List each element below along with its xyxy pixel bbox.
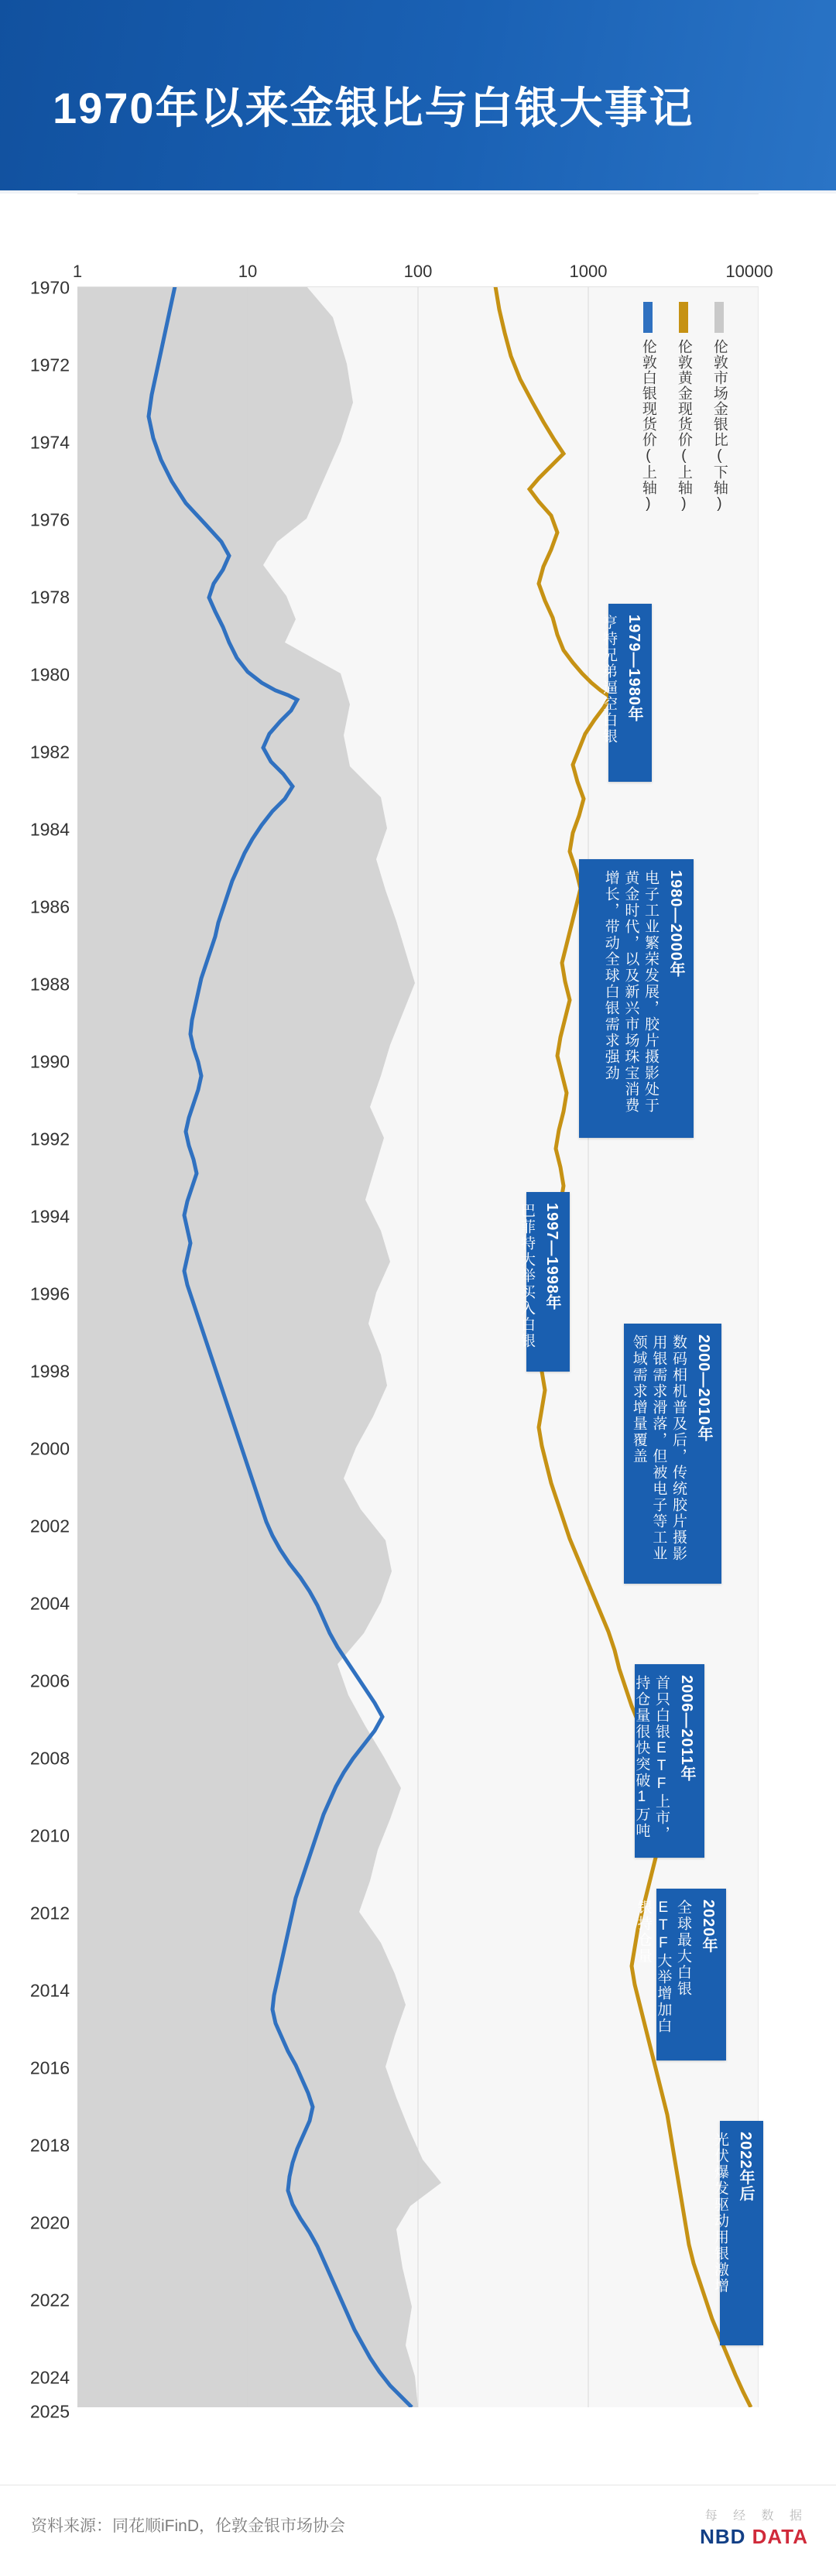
annotation-electronics-boom (579, 859, 694, 1138)
y-tick-label: 1986 (29, 896, 70, 917)
legend-swatch-ratio (714, 302, 724, 333)
y-tick-label: 2016 (29, 2057, 70, 2078)
y-tick-label: 2012 (29, 1903, 70, 1923)
annotation-etf-2020 (635, 1889, 726, 2060)
y-tick-label: 1988 (29, 974, 70, 995)
y-tick-label: 1984 (29, 819, 70, 840)
annotation-title: 1979—1980年 (625, 615, 642, 722)
y-tick-label: 2006 (29, 1670, 70, 1691)
footer-bar (0, 2485, 836, 2576)
x-tick-label: 10 (238, 262, 258, 281)
annotation-body: 巴菲特大举买入白银 (519, 1203, 535, 1349)
brand-label-en-secondary: DATA (752, 2525, 808, 2548)
y-tick-label: 1994 (29, 1206, 70, 1227)
annotation-body: 亨特兄弟逼空白银 (601, 615, 617, 745)
y-tick-label: 2025 (29, 2401, 70, 2422)
annotation-body: 电子工业繁荣发展，胶片摄影处于黄金时代，以及新兴市场珠宝消费增长，带动全球白银需求强劲 (602, 870, 659, 1114)
y-tick-label: 2010 (29, 1825, 70, 1846)
y-tick-label: 1974 (29, 432, 70, 453)
brand-logo (700, 2506, 808, 2549)
y-tick-label: 1998 (29, 1361, 70, 1382)
y-tick-label: 1970 (29, 277, 70, 298)
series-gold-silver-ratio-area (77, 286, 441, 2407)
annotation-silver-etf (635, 1664, 704, 1858)
y-tick-label: 2024 (29, 2367, 70, 2388)
legend-item-gold (672, 302, 695, 512)
annotation-title: 2000—2010年 (695, 1334, 712, 1442)
annotation-body: 光伏爆发驱动用银激增 (712, 2132, 728, 2294)
y-tick-label: 1992 (29, 1129, 70, 1149)
y-tick-label: 1972 (29, 355, 70, 375)
y-tick-label: 2000 (29, 1438, 70, 1459)
legend-swatch-silver (643, 302, 653, 333)
legend-swatch-gold (679, 302, 688, 333)
legend-label-ratio: 伦敦市场金银比(下轴) (711, 339, 728, 512)
y-tick-label: 2018 (29, 2135, 70, 2156)
annotation-title: 2022年后 (737, 2132, 754, 2202)
annotation-solar-demand (712, 2121, 763, 2345)
x-tick-label: 100 (403, 262, 433, 281)
y-tick-label: 1990 (29, 1051, 70, 1072)
y-tick-label: 2014 (29, 1980, 70, 2001)
annotation-body: 数码相机普及后，传统胶片摄影用银需求滑落，但被电子等工业领域需求增量覆盖 (630, 1334, 687, 1562)
legend-item-silver (636, 302, 660, 512)
brand-label-en-primary: NBD (700, 2525, 746, 2548)
y-tick-label: 2008 (29, 1748, 70, 1769)
y-tick-label: 1976 (29, 509, 70, 530)
header-banner (0, 0, 836, 194)
annotation-title: 2006—2011年 (678, 1675, 695, 1782)
y-tick-label: 1978 (29, 587, 70, 608)
annotation-title: 1997—1998年 (543, 1203, 560, 1310)
annotation-hunt-brothers (601, 604, 652, 782)
annotation-buffett-silver (519, 1192, 570, 1372)
y-tick-label: 2022 (29, 2290, 70, 2311)
annotation-title: 1980—2000年 (667, 870, 684, 978)
y-tick-label: 1982 (29, 742, 70, 762)
y-tick-label: 2002 (29, 1516, 70, 1536)
annotation-digital-camera (624, 1324, 721, 1584)
legend-label-silver: 伦敦白银现货价(上轴) (639, 339, 656, 512)
y-tick-label: 2004 (29, 1593, 70, 1614)
brand-label-cn: 每 经 数 据 (704, 2509, 808, 2523)
y-tick-label: 1996 (29, 1283, 70, 1304)
legend-label-gold: 伦敦黄金现货价(上轴) (675, 339, 692, 512)
x-tick-label: 10000 (725, 262, 773, 281)
y-tick-label: 2020 (29, 2212, 70, 2233)
annotation-body: 全球最大白银ETF大举增加白银持仓量 (635, 1899, 691, 2034)
annotation-title: 2020年 (700, 1899, 717, 1954)
annotation-body: 首只白银ETF上市，持仓量很快突破1万吨 (633, 1675, 670, 1842)
y-tick-label: 1980 (29, 664, 70, 685)
chart-canvas (0, 194, 836, 2485)
page-title: 1970年以来金银比与白银大事记 (53, 84, 694, 132)
y-gridline (77, 286, 759, 287)
brand-label-en (700, 2525, 808, 2549)
legend-item-ratio (708, 302, 731, 512)
x-tick-label: 1000 (569, 262, 608, 281)
x-tick-label: 1 (72, 262, 83, 281)
source-note: 资料来源：同花顺iFinD，伦敦金银市场协会 (31, 2517, 346, 2535)
chart-legend (556, 302, 751, 512)
